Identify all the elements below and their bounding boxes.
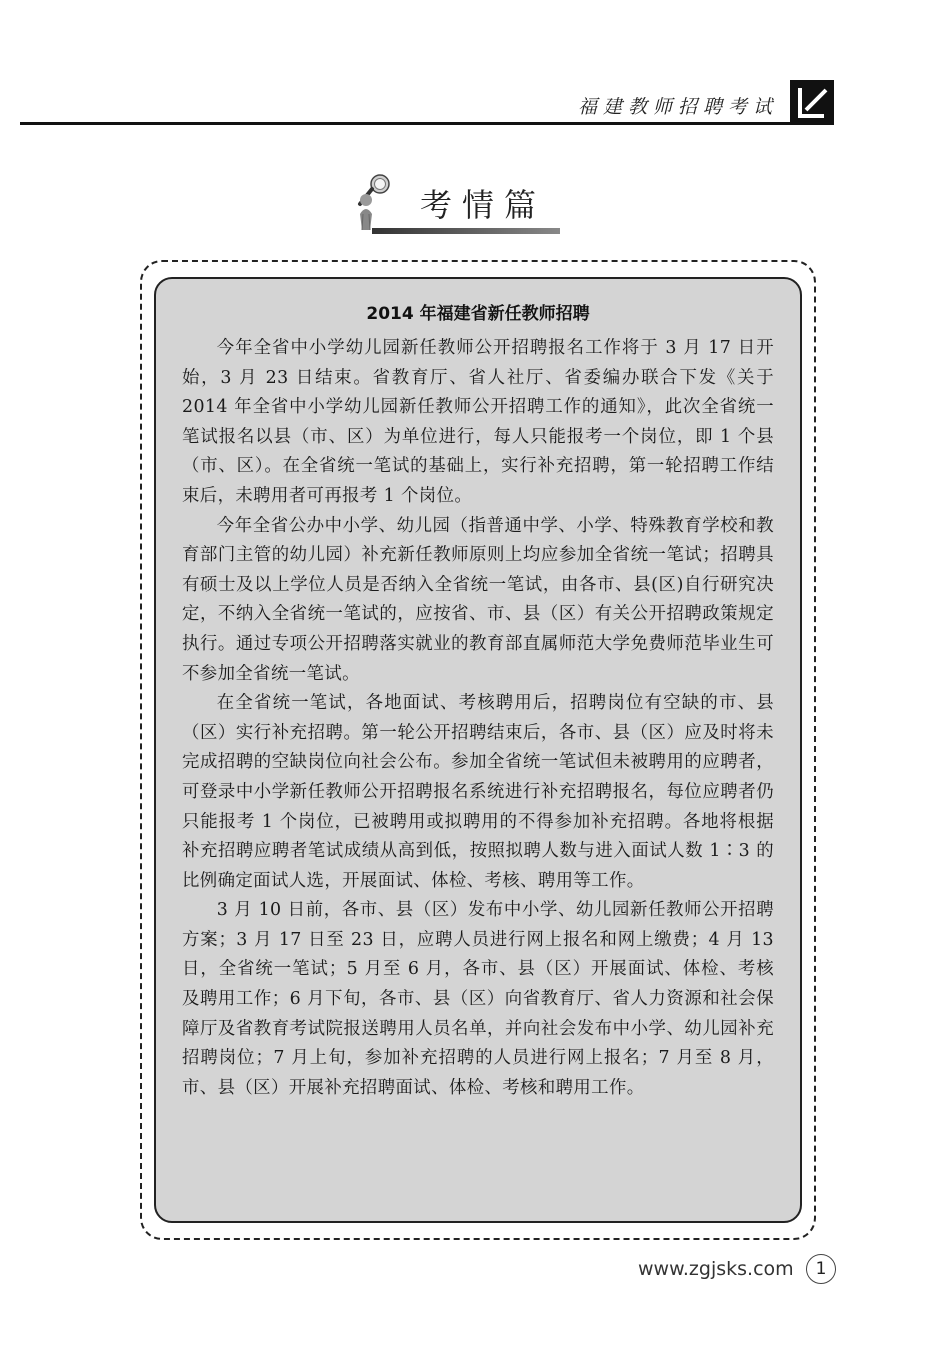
page-number: 1	[806, 1254, 836, 1284]
article-paragraph-3: 在全省统一笔试，各地面试、考核聘用后，招聘岗位有空缺的市、县（区）实行补充招聘。第一轮公开招聘结束后，各市、县（区）应及时将未完成招聘的空缺岗位向社会公布。参加全省统一笔试但未被聘用的应聘者，可登录中小学新任教师公开招聘报名系统进行补充招聘报名，每位应聘者仍只能报考 1 个岗位，已被聘用或拟聘用的不得参加补充招聘。各地将根据补充招聘应聘者笔试成绩从高到低，按照拟聘人数与进入面试人数 1∶3 的比例确定面试人选，开展面试、体检、考核、聘用等工作。	[182, 693, 774, 891]
header-rule	[20, 122, 834, 125]
article-panel	[154, 277, 802, 1223]
article-title: 2014 年福建省新任教师招聘	[366, 304, 590, 324]
article-paragraph-2: 今年全省公办中小学、幼儿园（指普通中学、小学、特殊教育学校和教育部门主管的幼儿园）补充新任教师原则上均应参加全省统一笔试；招聘具有硕士及以上学位人员是否纳入全省统一笔试，由各市、县(区)自行研究决定，不纳入全省统一笔试的，应按省、市、县（区）有关公开招聘政策规定执行。通过专项公开招聘落实就业的教育部直属师范大学免费师范毕业生可不参加全省统一笔试。	[182, 515, 774, 684]
section-heading	[350, 170, 570, 240]
magnifier-figure-icon	[350, 170, 412, 232]
section-title: 考情篇	[420, 186, 547, 224]
article-paragraph-4: 3 月 10 日前，各市、县（区）发布中小学、幼儿园新任教师公开招聘方案；3 月 17 日至 23 日，应聘人员进行网上报名和网上缴费；4 月 13 日，全省统一笔试；5 月至 6 月，各市、县（区）开展面试、体检、考核及聘用工作；6 月下旬，各市、县（区）向省教育厅、省人力资源和社会保障厅及省教育考试院报送聘用人员名单，并向社会发布中小学、幼儿园补充招聘岗位；7 月上旬，参加补充招聘的人员进行网上报名；7 月至 8 月，市、县（区）开展补充招聘面试、体检、考核和聘用工作。	[182, 900, 774, 1098]
footer-url[interactable]: www.zgjsks.com	[638, 1258, 794, 1280]
section-underline	[372, 228, 560, 234]
article-paragraph-1: 今年全省中小学幼儿园新任教师公开招聘报名工作将于 3 月 17 日开始，3 月 23 日结束。省教育厅、省人社厅、省委编办联合下发《关于 2014 年全省中小学幼儿园新任教师公开招聘工作的通知》，此次全省统一笔试报名以县（市、区）为单位进行，每人只能报考一个岗位，即 1 个县（市、区）。在全省统一笔试的基础上，实行补充招聘，第一轮招聘工作结束后，未聘用者可再报考 1 个岗位。	[182, 338, 774, 506]
header-logo-icon	[790, 80, 834, 124]
running-header-title: 福建教师招聘考试	[577, 96, 778, 118]
